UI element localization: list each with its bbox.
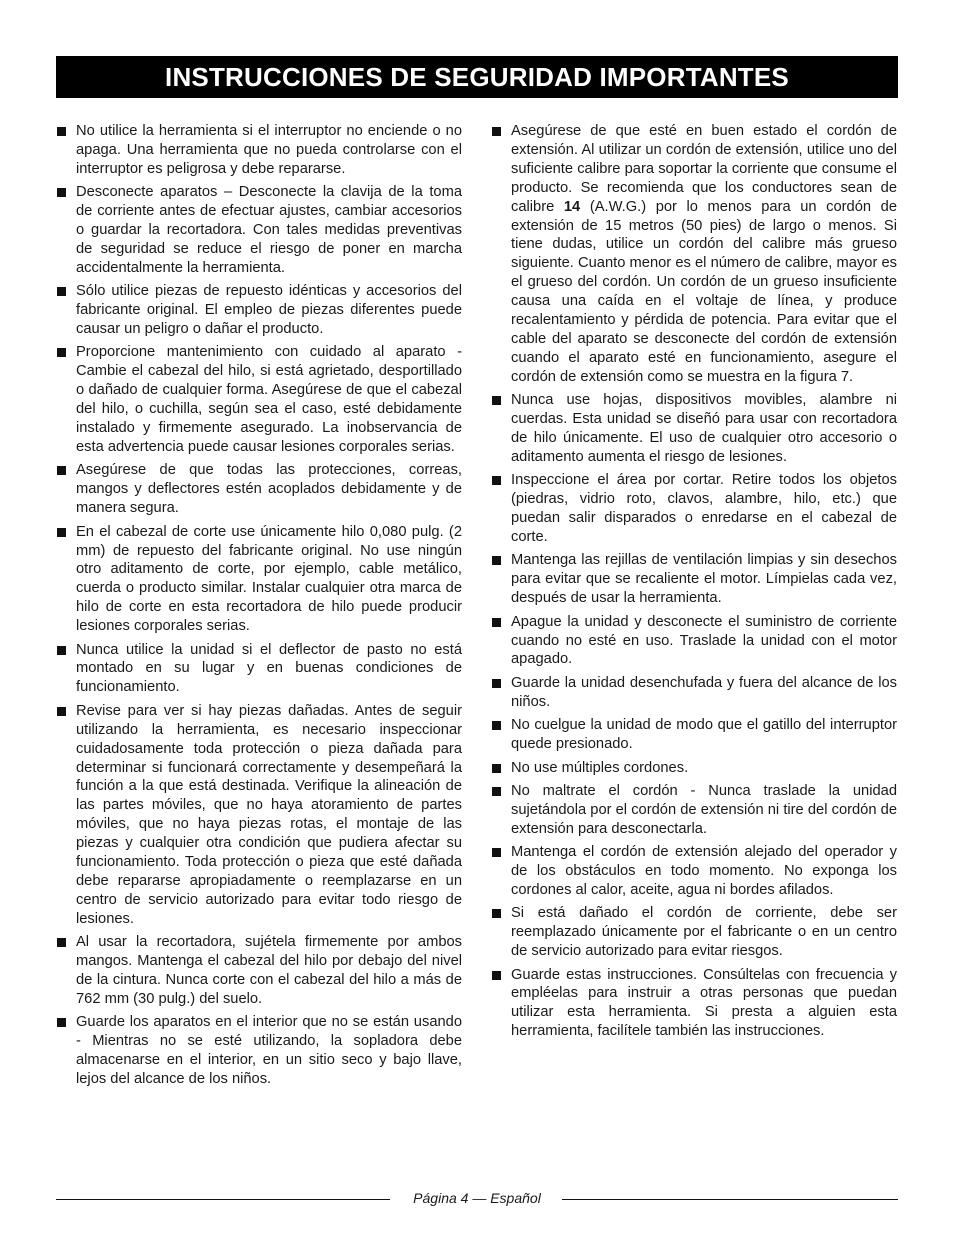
list-item (56, 183, 462, 278)
list-item (56, 641, 462, 698)
square-bullet-icon (57, 466, 66, 475)
square-bullet-icon (57, 1018, 66, 1027)
list-item-text: En el cabezal de corte use únicamente hilo 0,080 pulg. (2 mm) de repuesto del fabricante original. No use ningún otro aditamento de corte, por ejemplo, cable metálico, cuerda o producto similar. Instalar cualquier otra marca de hilo de corte en esta recortadora de hilo puede producir lesiones corporales serias. (76, 523, 462, 635)
square-bullet-icon (57, 646, 66, 655)
list-item-text: Desconecte aparatos – Desconecte la clavija de la toma de corriente antes de efectuar ajustes, cambiar accesorios o guardar la recortadora. Con tales medidas preventivas de seguridad se reduce el riesgo de poner en marcha accidentalmente la herramienta. (76, 184, 462, 276)
square-bullet-icon (57, 348, 66, 357)
list-item (491, 782, 897, 839)
list-item (491, 122, 897, 387)
footer-divider-right (562, 1199, 898, 1200)
list-item (491, 674, 897, 712)
square-bullet-icon (492, 618, 501, 627)
page-number-label: Página 4 — Español (413, 1190, 541, 1206)
square-bullet-icon (492, 476, 501, 485)
list-item (56, 461, 462, 518)
square-bullet-icon (492, 127, 501, 136)
list-item-text: Apague la unidad y desconecte el suministro de corriente cuando no esté en uso. Traslade la unidad con el motor apagado. (511, 613, 897, 668)
square-bullet-icon (492, 848, 501, 857)
list-item (56, 122, 462, 179)
list-item (491, 551, 897, 608)
list-item-text: Si está dañado el cordón de corriente, debe ser reemplazado únicamente por el fabricante o en un centro de servicio autorizado para evitar riesgos. (511, 905, 897, 960)
list-item (491, 613, 897, 670)
list-item-text: Inspeccione el área por cortar. Retire todos los objetos (piedras, vidrio roto, clavos, alambre, hilo, etc.) que puedan salir disparados o enredarse en el cabezal de corte. (511, 472, 897, 546)
list-item (56, 1013, 462, 1089)
square-bullet-icon (492, 764, 501, 773)
list-item-text: No use múltiples cordones. (511, 759, 689, 776)
left-column-list (56, 122, 462, 1093)
list-item (491, 904, 897, 961)
list-item (491, 843, 897, 900)
square-bullet-icon (492, 556, 501, 565)
square-bullet-icon (492, 909, 501, 918)
list-item-text: Mantenga el cordón de extensión alejado del operador y de los obstáculos en todo momento. No exponga los cordones al calor, aceite, agua ni bordes afilados. (511, 844, 897, 898)
square-bullet-icon (57, 188, 66, 197)
page-footer (56, 1188, 898, 1210)
square-bullet-icon (492, 679, 501, 688)
list-item (491, 716, 897, 754)
list-item (491, 471, 897, 547)
list-item-text: Asegúrese de que esté en buen estado el cordón de extensión. Al utilizar un cordón de extensión, utilice uno del suficiente calibre para soportar la corriente que consume el producto. Se recomienda que los conductores sean de calibre (511, 123, 897, 215)
square-bullet-icon (57, 938, 66, 947)
list-item-text: No cuelgue la unidad de modo que el gatillo del interruptor quede presionado. (511, 717, 897, 753)
list-item-text: No maltrate el cordón - Nunca traslade la unidad sujetándola por el cordón de extensión ni tire del cordón de extensión para desconectarla. (511, 782, 897, 837)
list-item (56, 523, 462, 636)
list-item-text: Guarde los aparatos en el interior que no se están usando - Mientras no se esté utilizando, la sopladora debe almacenarse en el interior, en un sitio seco y bajo llave, lejos del alcance de los niños. (76, 1014, 462, 1087)
square-bullet-icon (57, 127, 66, 136)
list-item-text: Asegúrese de que todas las protecciones, correas, mangos y deflectores estén acoplados debidamente y de manera segura. (76, 462, 462, 517)
list-item-text: Nunca utilice la unidad si el deflector de pasto no está montado en su lugar y en buenas condiciones de funcionamiento. (76, 641, 462, 696)
list-item (56, 282, 462, 339)
section-title-banner (56, 56, 898, 98)
square-bullet-icon (57, 528, 66, 537)
list-item (56, 702, 462, 929)
list-item-text: Mantenga las rejillas de ventilación limpias y sin desechos para evitar que se recaliente el motor. Límpielas cada vez, después de usar la herramienta. (511, 552, 897, 607)
list-item (56, 933, 462, 1009)
list-item-text-continued: (A.W.G.) por lo menos para un cordón de extensión de 15 metros (50 pies) de largo o menos. Si tiene dudas, utilice un cordón del calibre más grueso siguiente. Cuanto menor es el número de calibre, mayor es el grueso del cordón. Un cordón de un grueso insuficiente causa una caída en el voltaje de línea, y produce recalentamiento y pérdida de potencia. Para evitar que el cable del aparato se desconecte del cordón de extensión cuando el aparato esté en funcionamiento, asegure el cordón de extensión como se muestra en la figura 7. (511, 198, 897, 385)
square-bullet-icon (492, 971, 501, 980)
page-title: INSTRUCCIONES DE SEGURIDAD IMPORTANTES (165, 61, 789, 92)
right-column-list (491, 122, 897, 1046)
list-item (491, 391, 897, 467)
list-item-text: Revise para ver si hay piezas dañadas. Antes de seguir utilizando la herramienta, es necesario inspeccionar cuidadosamente toda protección o pieza dañada para determinar si funcionará correctamente y desempeñará la función a la que está destinada. Verifique la alineación de las partes móviles, que no haya atoramiento de partes móviles, que no haya piezas rotas, el montaje de las piezas y cualquier otra condición que pudiera afectar su funcionamiento. Toda protección o pieza que esté dañada debe repararse apropiadamente o reemplazarse en un centro de servicio autorizado para evitar todo riesgo de lesiones. (76, 702, 462, 927)
square-bullet-icon (492, 721, 501, 730)
list-item (56, 343, 462, 456)
list-item-text: Proporcione mantenimiento con cuidado al aparato - Cambie el cabezal del hilo, si está agrietado, desportillado o dañado de cualquier forma. Asegúrese de que el cabezal del hilo, o cuchilla, según sea el caso, esté debidamente instalado y firmemente asegurado. La inobservancia de esta advertencia puede causar lesiones corporales serias. (76, 344, 462, 455)
square-bullet-icon (57, 707, 66, 716)
list-item-text: Guarde la unidad desenchufada y fuera del alcance de los niños. (511, 674, 897, 710)
list-item-text: Nunca use hojas, dispositivos movibles, alambre ni cuerdas. Esta unidad se diseñó para usar con recortadora de hilo únicamente. El uso de cualquier otro accesorio o aditamento aumenta el riesgo de lesiones. (511, 392, 897, 465)
square-bullet-icon (57, 287, 66, 296)
square-bullet-icon (492, 396, 501, 405)
list-item-text: Sólo utilice piezas de repuesto idénticas y accesorios del fabricante original. El empleo de piezas diferentes puede causar un peligro o dañar el producto. (76, 283, 462, 338)
list-item (491, 966, 897, 1042)
list-item-text: Guarde estas instrucciones. Consúltelas con frecuencia y empléelas para instruir a otras personas que puedan utilizar esta herramienta. Si presta a alguien esta herramienta, facilítele también las instrucciones. (511, 966, 897, 1040)
list-item-text: No utilice la herramienta si el interruptor no enciende o no apaga. Una herramienta que no pueda controlarse con el interruptor es peligrosa y debe repararse. (76, 123, 462, 177)
square-bullet-icon (492, 787, 501, 796)
gauge-value: 14 (563, 198, 581, 215)
list-item-text: Al usar la recortadora, sujétela firmemente por ambos mangos. Mantenga el cabezal del hilo por debajo del nivel de la cintura. Nunca corte con el cabezal del hilo a más de 762 mm (30 pulg.) del suelo. (76, 934, 462, 1007)
list-item (491, 759, 897, 778)
